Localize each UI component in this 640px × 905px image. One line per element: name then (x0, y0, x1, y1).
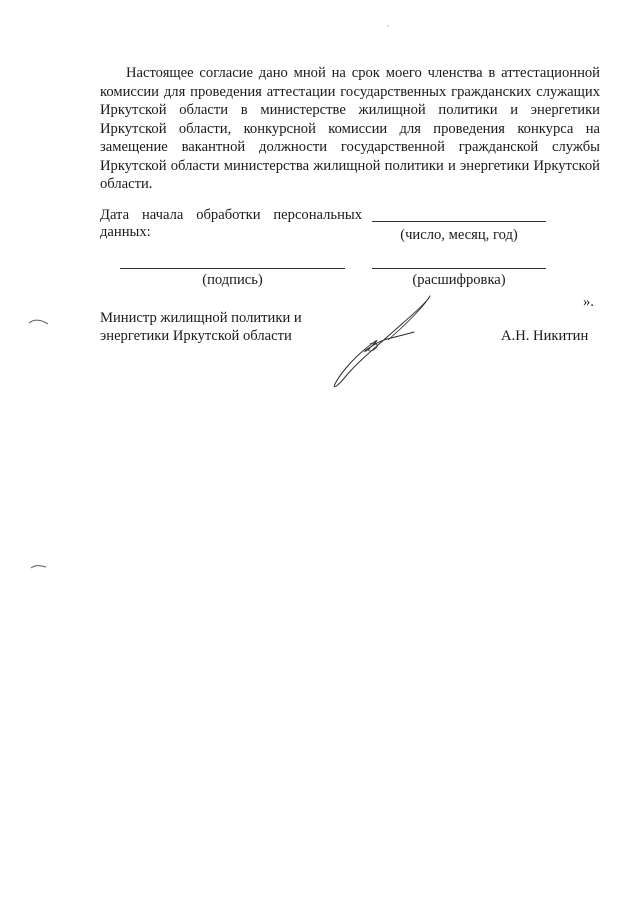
date-field-hint: (число, месяц, год) (400, 227, 518, 243)
scan-mark-top (28, 318, 50, 326)
signature-hint: (подпись) (202, 272, 263, 288)
consent-paragraph: Настоящее согласие дано мной на срок моего членства в аттестационной комиссии для проведения аттестации государственных гражданских служащих Иркутской области в министерстве жилищной политики и энергетики Иркутской области, конкурсной комиссии для проведения конкурса на замещение вакантной должности государственной гражданской службы Иркутской области министерства жилищной политики и энергетики Иркутской области. (100, 65, 600, 192)
signatory-position: Министр жилищной политики и энергетики Иркутской области (100, 310, 302, 344)
transcript-line (372, 268, 546, 269)
date-field-line (372, 221, 546, 222)
transcript-hint: (расшифровка) (412, 272, 506, 288)
signature-line (120, 268, 345, 269)
scan-speck (386, 24, 390, 28)
signatory-name: А.Н. Никитин (501, 328, 589, 344)
closing-quote: ». (583, 294, 594, 310)
date-field-label: Дата начала обработки персональных данных: (100, 207, 362, 240)
scan-mark-bottom (30, 564, 48, 570)
handwritten-signature (326, 292, 436, 392)
